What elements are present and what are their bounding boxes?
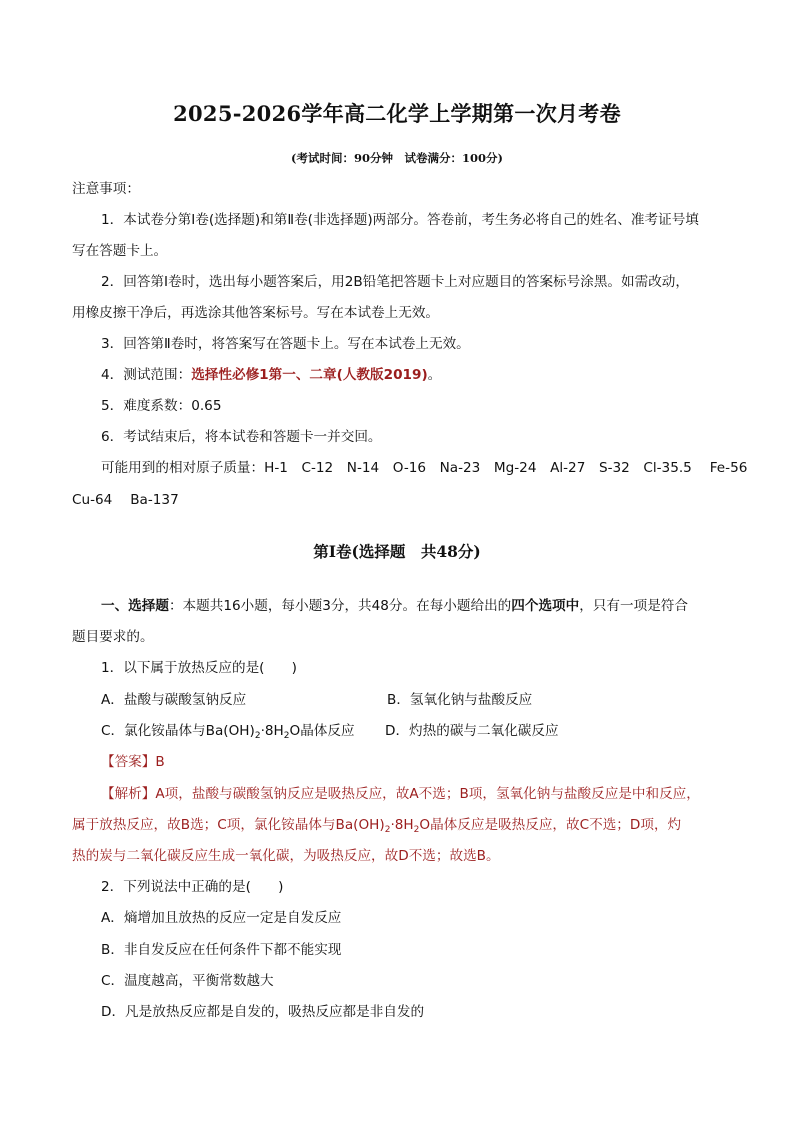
q1-analysis-line-3: 热的炭与二氧化碳反应生成一氧化碳，为吸热反应，故D不选；故选B。 bbox=[72, 848, 500, 864]
q1-option-c-sub1: 2 bbox=[254, 731, 261, 741]
q1-analysis-line-2 bbox=[72, 815, 681, 835]
notice-item-2-line-1: 2．回答第Ⅰ卷时，选出每小题答案后，用2B铅笔把答题卡上对应题目的答案标号涂黑。如需改动， bbox=[101, 274, 689, 290]
section-1-intro-line-1 bbox=[101, 596, 688, 616]
notice-item-3: 3．回答第Ⅱ卷时，将答案写在答题卡上。写在本试卷上无效。 bbox=[101, 336, 470, 352]
atomic-mass-line-2: Cu-64 Ba-137 bbox=[72, 492, 179, 508]
q1-analysis-l2-pre: 属于放热反应，故B选；C项，氯化铵晶体与Ba(OH) bbox=[72, 817, 385, 833]
q1-answer: 【答案】B bbox=[101, 754, 165, 770]
section-1-intro-end: ，只有一项是符合 bbox=[579, 598, 688, 614]
q1-analysis-line-1: 【解析】A项，盐酸与碳酸氢钠反应是吸热反应，故A不选；B项，氢氧化钠与盐酸反应是中和反应， bbox=[101, 786, 700, 802]
q1-analysis-l2-sub1: 2 bbox=[384, 825, 391, 835]
notice-item-4-prefix: 4．测试范围： bbox=[101, 367, 192, 383]
q2-option-a: A．熵增加且放热的反应一定是自发反应 bbox=[101, 910, 342, 926]
q2-option-b: B．非自发反应在任何条件下都不能实现 bbox=[101, 942, 342, 958]
q1-option-c-mid: ·8H bbox=[260, 723, 284, 739]
q2-option-d: D．凡是放热反应都是自发的，吸热反应都是非自发的 bbox=[101, 1004, 425, 1020]
notice-item-6: 6．考试结束后，将本试卷和答题卡一并交回。 bbox=[101, 429, 382, 445]
notice-item-4 bbox=[101, 365, 441, 385]
section-1-intro-line-2: 题目要求的。 bbox=[72, 629, 154, 645]
atomic-mass-line-1: 可能用到的相对原子质量：H-1 C-12 N-14 O-16 Na-23 Mg-24 Al-27 S-32 Cl-35.5 Fe-56 bbox=[101, 460, 748, 476]
q1-option-d: D．灼热的碳与二氧化碳反应 bbox=[385, 723, 559, 739]
exam-subtitle: (考试时间：90分钟 试卷满分：100分) bbox=[291, 151, 503, 165]
notice-item-5: 5．难度系数：0.65 bbox=[101, 398, 222, 414]
q1-option-b: B．氢氧化钠与盐酸反应 bbox=[387, 692, 533, 708]
q2-stem: 2．下列说法中正确的是( ) bbox=[101, 879, 284, 895]
section-1-title: 第Ⅰ卷(选择题 共48分) bbox=[313, 542, 481, 561]
q1-option-c bbox=[101, 721, 355, 741]
q2-option-c: C．温度越高，平衡常数越大 bbox=[101, 973, 274, 989]
notice-heading: 注意事项： bbox=[72, 181, 140, 197]
q1-option-a: A．盐酸与碳酸氢钠反应 bbox=[101, 692, 247, 708]
notice-item-2-line-2: 用橡皮擦干净后，再选涂其他答案标号。写在本试卷上无效。 bbox=[72, 305, 440, 321]
exam-title: 2025-2026学年高二化学上学期第一次月考卷 bbox=[173, 101, 621, 126]
q1-analysis-l2-sub2: 2 bbox=[413, 825, 420, 835]
notice-item-1-line-2: 写在答题卡上。 bbox=[72, 243, 168, 259]
notice-item-4-suffix: 。 bbox=[427, 367, 442, 383]
section-1-intro-prefix: 一、选择题 bbox=[101, 598, 169, 614]
q1-analysis-l2-post: O晶体反应是吸热反应，故C不选；D项，灼 bbox=[419, 817, 682, 833]
q1-stem: 1．以下属于放热反应的是( ) bbox=[101, 660, 297, 676]
q1-option-c-pre: C．氯化铵晶体与Ba(OH) bbox=[101, 723, 255, 739]
section-1-intro-bold: 四个选项中 bbox=[511, 598, 580, 614]
notice-item-1-line-1: 1．本试卷分第Ⅰ卷(选择题)和第Ⅱ卷(非选择题)两部分。答卷前，考生务必将自己的姓名、准考证号填 bbox=[101, 212, 699, 228]
section-1-intro-rest: ：本题共16小题，每小题3分，共48分。在每小题给出的 bbox=[168, 598, 512, 614]
q1-option-c-sub2: 2 bbox=[283, 731, 290, 741]
q1-option-c-post: O晶体反应 bbox=[289, 723, 355, 739]
test-scope: 选择性必修1第一、二章(人教版2019) bbox=[191, 367, 428, 383]
q1-analysis-l2-mid: ·8H bbox=[390, 817, 414, 833]
